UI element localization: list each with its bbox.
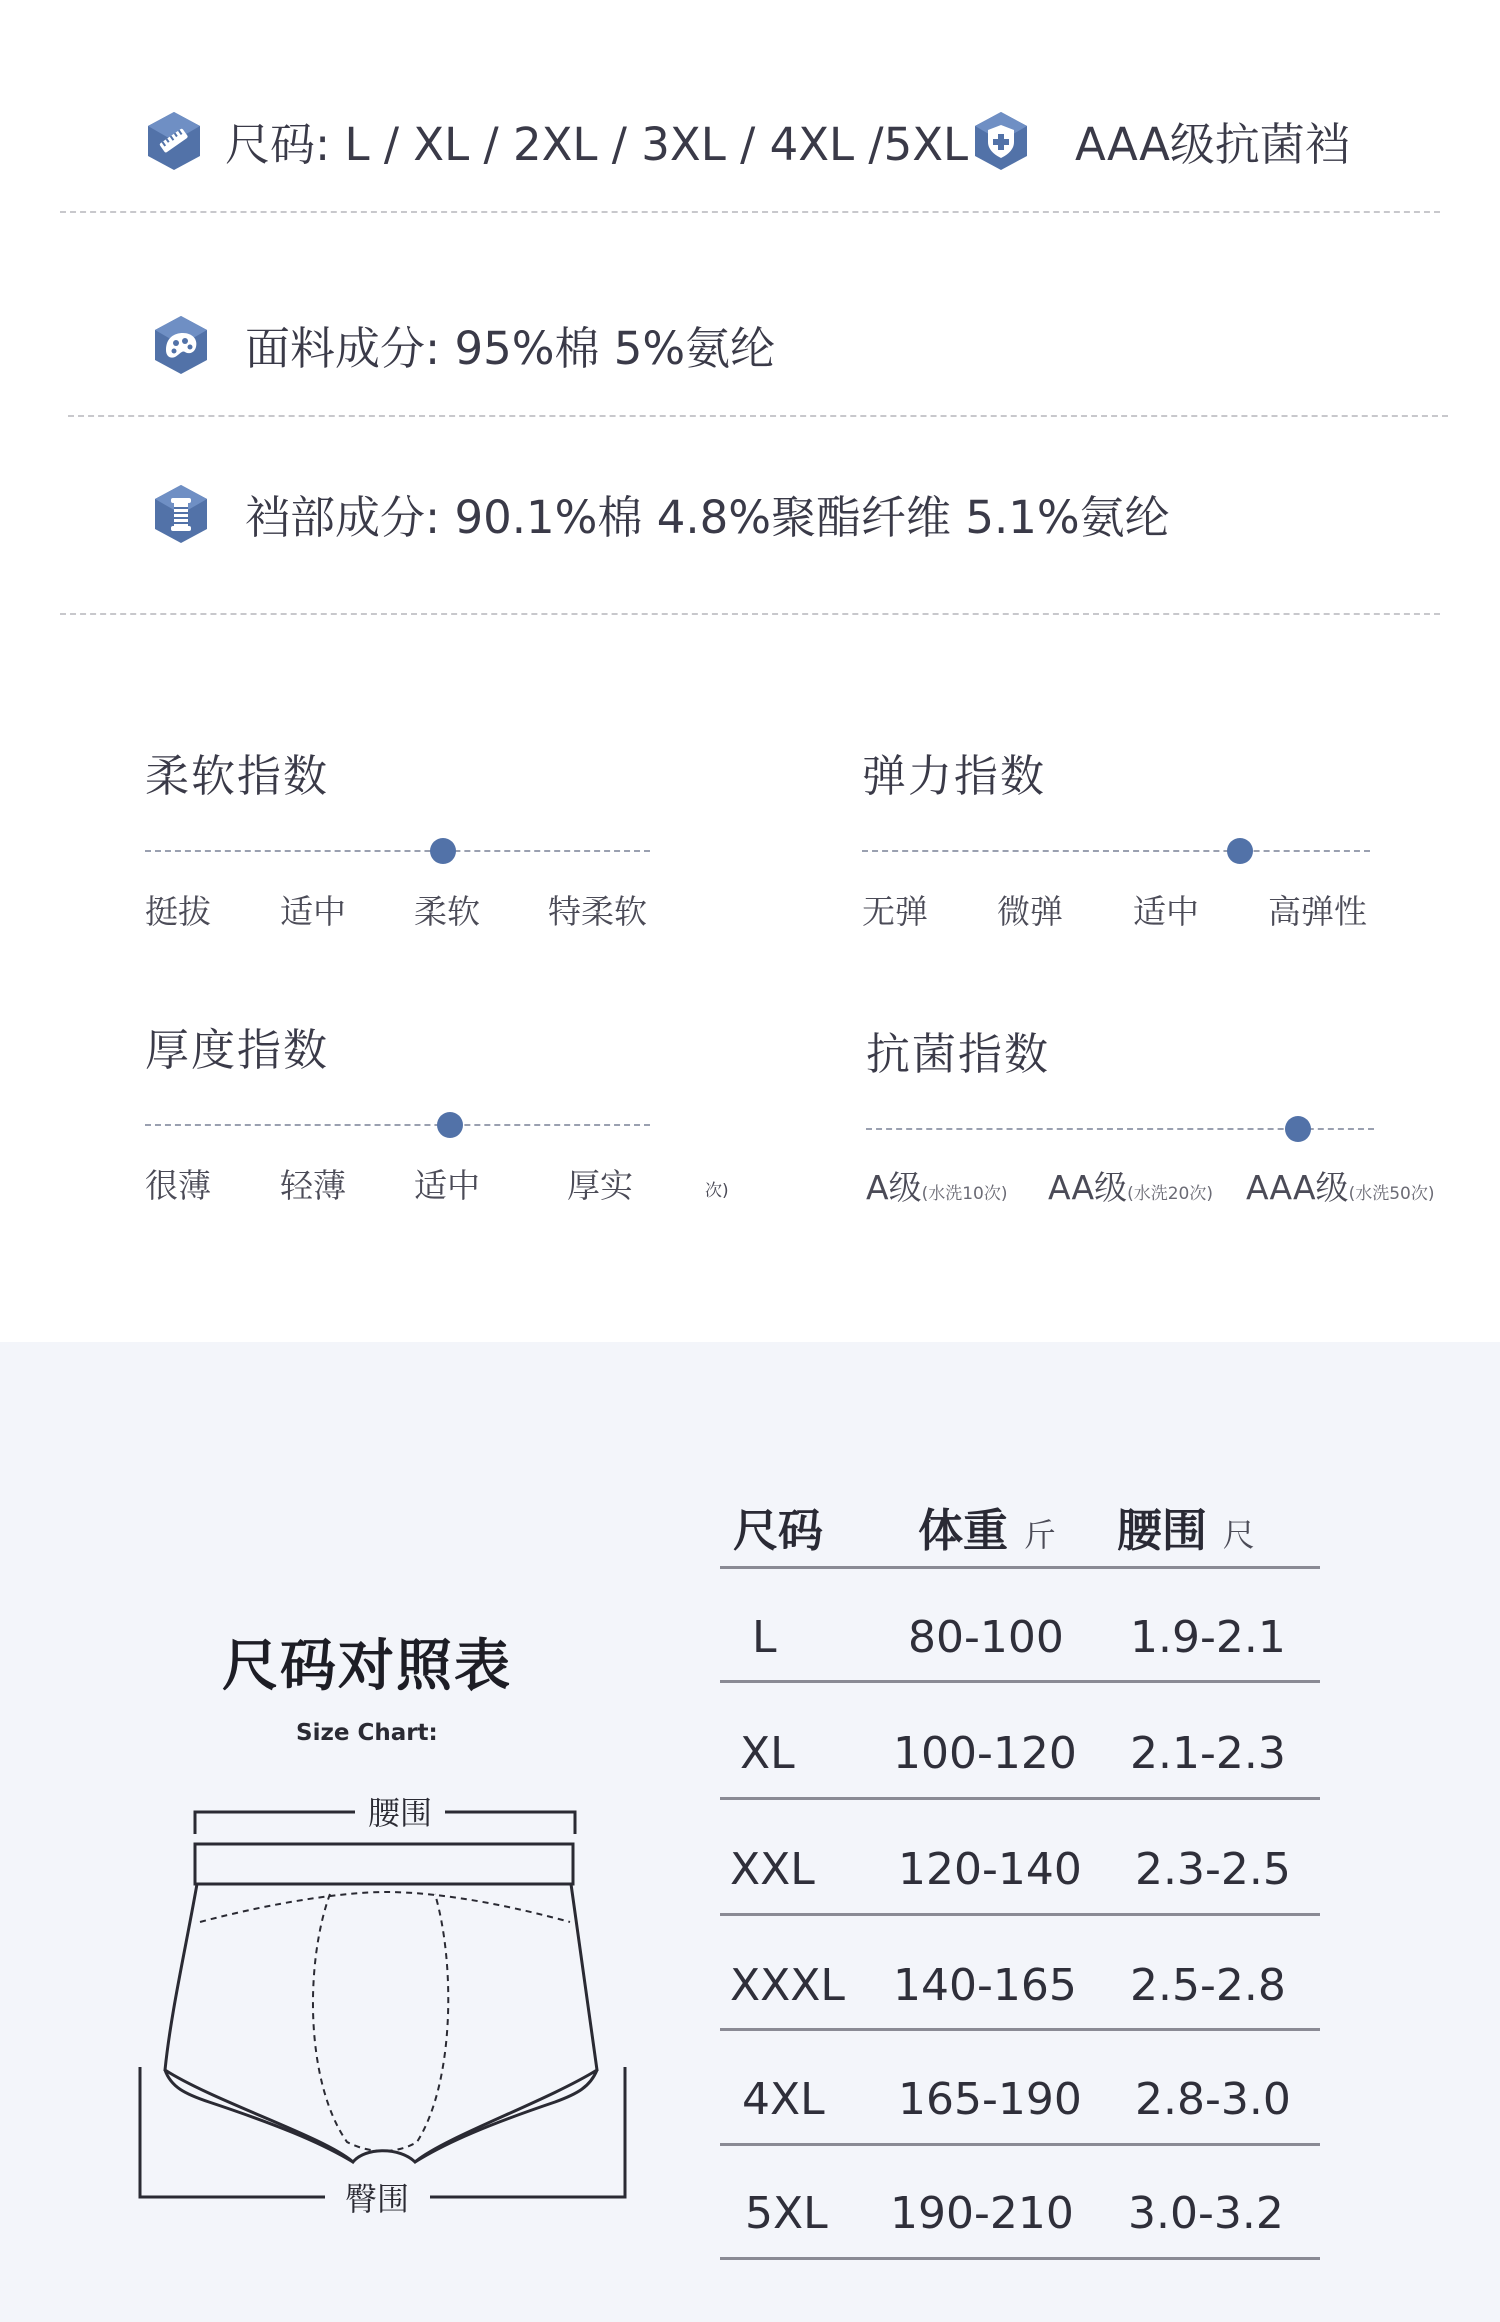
table-divider xyxy=(720,1566,1320,1569)
thickness-option: 适中 xyxy=(414,1166,480,1205)
table-divider xyxy=(720,2257,1320,2260)
hip-diagram-label: 臀围 xyxy=(344,2180,410,2218)
softness-option: 挺拔 xyxy=(145,892,211,931)
table-divider xyxy=(720,1680,1320,1683)
crotch-spec-text: 裆部成分: 90.1%棉 4.8%聚酯纤维 5.1%氨纶 xyxy=(245,491,1170,544)
antibacterial-spec-text: AAA级抗菌裆 xyxy=(1075,118,1350,171)
header-waist-label: 腰围 xyxy=(1117,1504,1208,1557)
antibacterial-option xyxy=(1246,1162,1434,1209)
shield-plus-icon xyxy=(972,110,1030,172)
antibacterial-spec-row xyxy=(972,108,1350,173)
table-cell-size: L xyxy=(752,1612,777,1663)
fabric-spec-text: 面料成分: 95%棉 5%氨纶 xyxy=(245,322,776,375)
header-size: 尺码 xyxy=(733,1504,824,1557)
softness-option: 适中 xyxy=(280,892,346,931)
thickness-option: 轻薄 xyxy=(280,1166,346,1205)
thickness-selected-dot xyxy=(437,1112,463,1138)
header-weight-unit: 斤 xyxy=(1023,1516,1056,1554)
table-cell-weight: 190-210 xyxy=(890,2188,1074,2239)
size-chart-subtitle: Size Chart: xyxy=(296,1720,438,1746)
table-cell-waist: 2.1-2.3 xyxy=(1130,1728,1286,1779)
thickness-option: 厚实 xyxy=(567,1166,633,1205)
table-cell-size: XXL xyxy=(730,1844,815,1895)
header-waist xyxy=(1117,1494,1255,1559)
header-weight xyxy=(918,1494,1056,1559)
table-cell-size: XL xyxy=(740,1728,795,1779)
table-divider xyxy=(720,1913,1320,1916)
elasticity-option: 适中 xyxy=(1133,892,1199,931)
size-chart-title: 尺码对照表 xyxy=(222,1634,512,1699)
elasticity-index-title: 弹力指数 xyxy=(862,751,1046,802)
fabric-spec-row xyxy=(152,312,775,377)
ruler-icon xyxy=(145,110,203,172)
table-cell-waist: 2.5-2.8 xyxy=(1130,1960,1286,2011)
underwear-diagram xyxy=(125,1782,655,2232)
elasticity-scale xyxy=(862,850,1370,852)
wash-note: (水洗50次) xyxy=(1348,1184,1435,1204)
elasticity-option: 微弹 xyxy=(997,892,1063,931)
stray-text: 次) xyxy=(705,1181,729,1201)
softness-scale xyxy=(145,850,650,852)
divider xyxy=(60,613,1440,615)
table-divider xyxy=(720,2143,1320,2146)
table-cell-size: 5XL xyxy=(745,2188,828,2239)
table-divider xyxy=(720,2028,1320,2031)
softness-selected-dot xyxy=(430,838,456,864)
table-cell-weight: 140-165 xyxy=(893,1960,1077,2011)
table-divider xyxy=(720,1797,1320,1800)
divider xyxy=(60,211,1440,213)
grade-label: AAA级 xyxy=(1246,1168,1349,1207)
antibacterial-option xyxy=(1048,1162,1213,1209)
table-cell-waist: 2.8-3.0 xyxy=(1135,2074,1291,2125)
divider xyxy=(68,415,1448,417)
antibacterial-index-title: 抗菌指数 xyxy=(866,1029,1050,1080)
table-cell-weight: 80-100 xyxy=(908,1612,1064,1663)
softness-option: 特柔软 xyxy=(548,892,647,931)
table-cell-weight: 100-120 xyxy=(893,1728,1077,1779)
elasticity-option: 无弹 xyxy=(862,892,928,931)
antibacterial-selected-dot xyxy=(1285,1116,1311,1142)
grade-label: A级 xyxy=(866,1168,922,1207)
antibacterial-option xyxy=(866,1162,1007,1209)
fabric-icon xyxy=(152,314,210,376)
table-cell-waist: 2.3-2.5 xyxy=(1135,1844,1291,1895)
thread-spool-icon xyxy=(152,483,210,545)
thickness-option: 很薄 xyxy=(145,1166,211,1205)
table-cell-weight: 120-140 xyxy=(898,1844,1082,1895)
thickness-scale xyxy=(145,1124,650,1126)
crotch-spec-row xyxy=(152,481,1170,546)
elasticity-option: 高弹性 xyxy=(1268,892,1367,931)
table-cell-size: XXXL xyxy=(730,1960,845,2011)
table-cell-size: 4XL xyxy=(742,2074,825,2125)
size-spec-row xyxy=(145,108,968,173)
elasticity-selected-dot xyxy=(1227,838,1253,864)
header-weight-label: 体重 xyxy=(918,1504,1009,1557)
size-spec-text: 尺码: L / XL / 2XL / 3XL / 4XL /5XL xyxy=(225,118,969,171)
header-waist-unit: 尺 xyxy=(1222,1516,1255,1554)
table-cell-waist: 3.0-3.2 xyxy=(1128,2188,1284,2239)
grade-label: AA级 xyxy=(1048,1168,1128,1207)
wash-note: (水洗10次) xyxy=(921,1184,1008,1204)
table-cell-weight: 165-190 xyxy=(898,2074,1082,2125)
softness-index-title: 柔软指数 xyxy=(145,751,329,802)
table-cell-waist: 1.9-2.1 xyxy=(1130,1612,1286,1663)
softness-option: 柔软 xyxy=(414,892,480,931)
wash-note: (水洗20次) xyxy=(1127,1184,1213,1204)
size-chart-section xyxy=(0,1342,1500,2322)
waist-diagram-label: 腰围 xyxy=(367,1794,433,1832)
thickness-index-title: 厚度指数 xyxy=(145,1025,329,1076)
